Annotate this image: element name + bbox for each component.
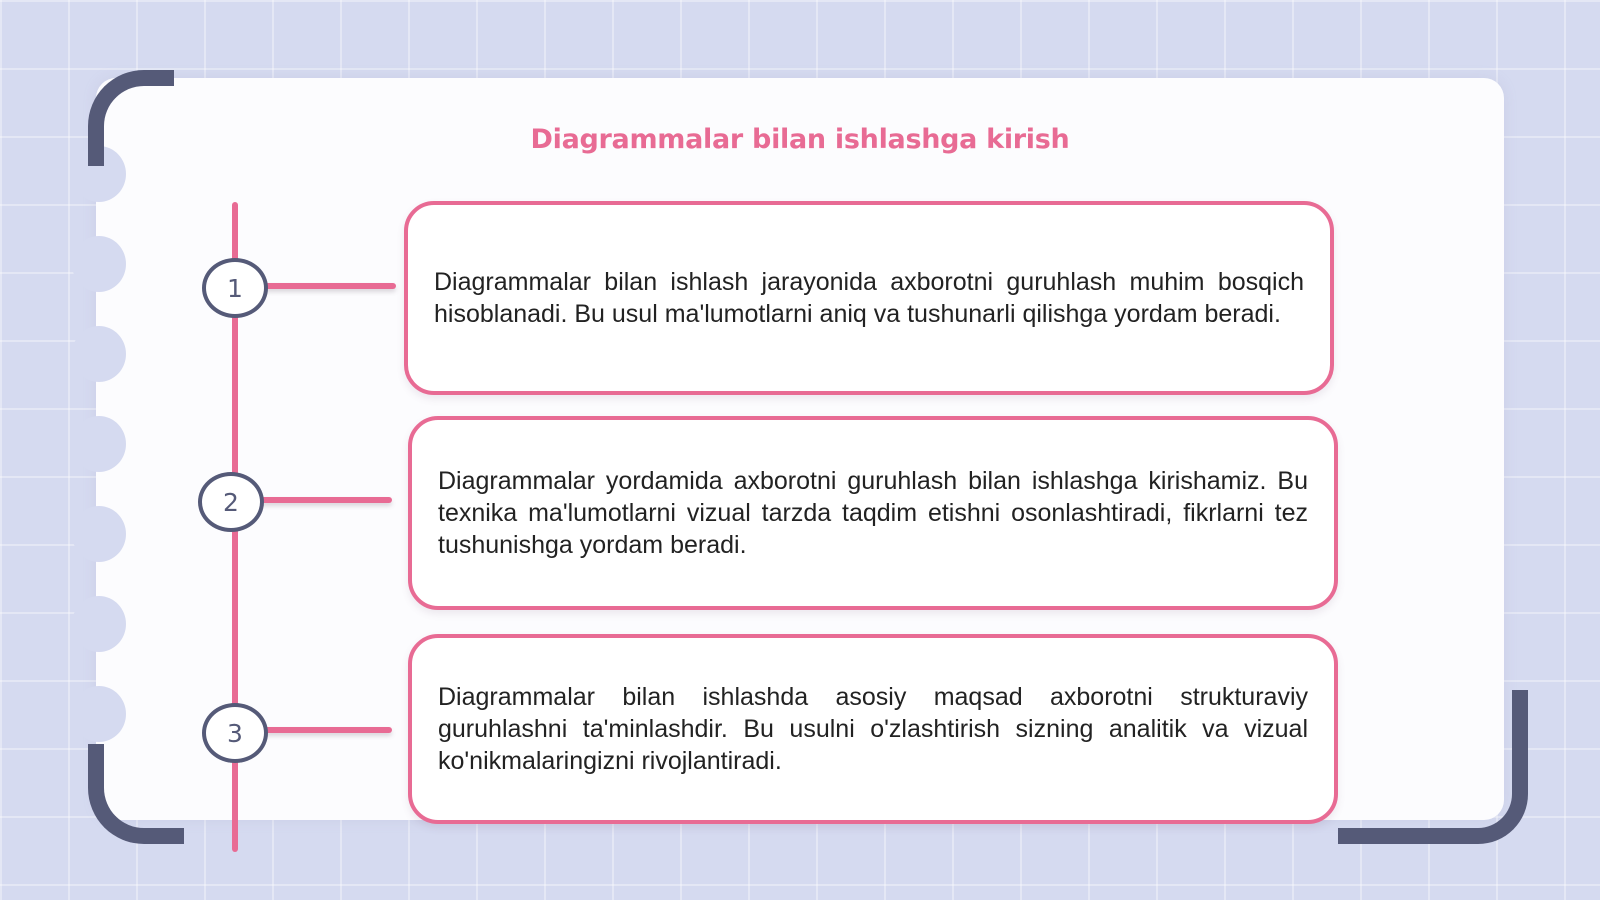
step-card-3 bbox=[408, 634, 1338, 824]
step-card-1 bbox=[404, 201, 1334, 395]
connector-line-3 bbox=[264, 727, 392, 733]
slide-title: Diagrammalar bilan ishlashga kirish bbox=[530, 124, 1070, 155]
step-card-text: Diagrammalar bilan ishlash jarayonida axborotni guruhlash muhim bosqich hisoblanadi. Bu usul ma'lumotlarni aniq va tushunarli qilishga yordam beradi. bbox=[434, 268, 1304, 328]
step-card-2 bbox=[408, 416, 1338, 610]
step-card-text: Diagrammalar yordamida axborotni guruhlash bilan ishlashga kirishamiz. Bu texnika ma'lumotlarni vizual tarzda taqdim etishni osonlashtiradi, fikrlarni tez tushunishga yordam beradi. bbox=[438, 467, 1308, 559]
connector-line-2 bbox=[260, 497, 392, 503]
connector-line-1 bbox=[264, 283, 396, 289]
paper-scallop bbox=[72, 236, 126, 292]
step-number-2: 2 bbox=[198, 472, 264, 532]
paper-scallop bbox=[72, 686, 126, 742]
paper-scallop bbox=[72, 596, 126, 652]
paper-scallop bbox=[72, 506, 126, 562]
step-number-1: 1 bbox=[202, 258, 268, 318]
step-card-text: Diagrammalar bilan ishlashda asosiy maqsad axborotni strukturaviy guruhlashni ta'minlashdir. Bu usulni o'zlashtirish sizning analitik va vizual ko'nikmalaringizni rivojlantiradi. bbox=[438, 683, 1308, 775]
corner-bracket-bottom-right bbox=[1338, 690, 1528, 844]
paper-scallop bbox=[72, 416, 126, 472]
paper-scallop bbox=[72, 326, 126, 382]
step-number-3: 3 bbox=[202, 703, 268, 763]
corner-bracket-bottom-left bbox=[88, 744, 184, 844]
